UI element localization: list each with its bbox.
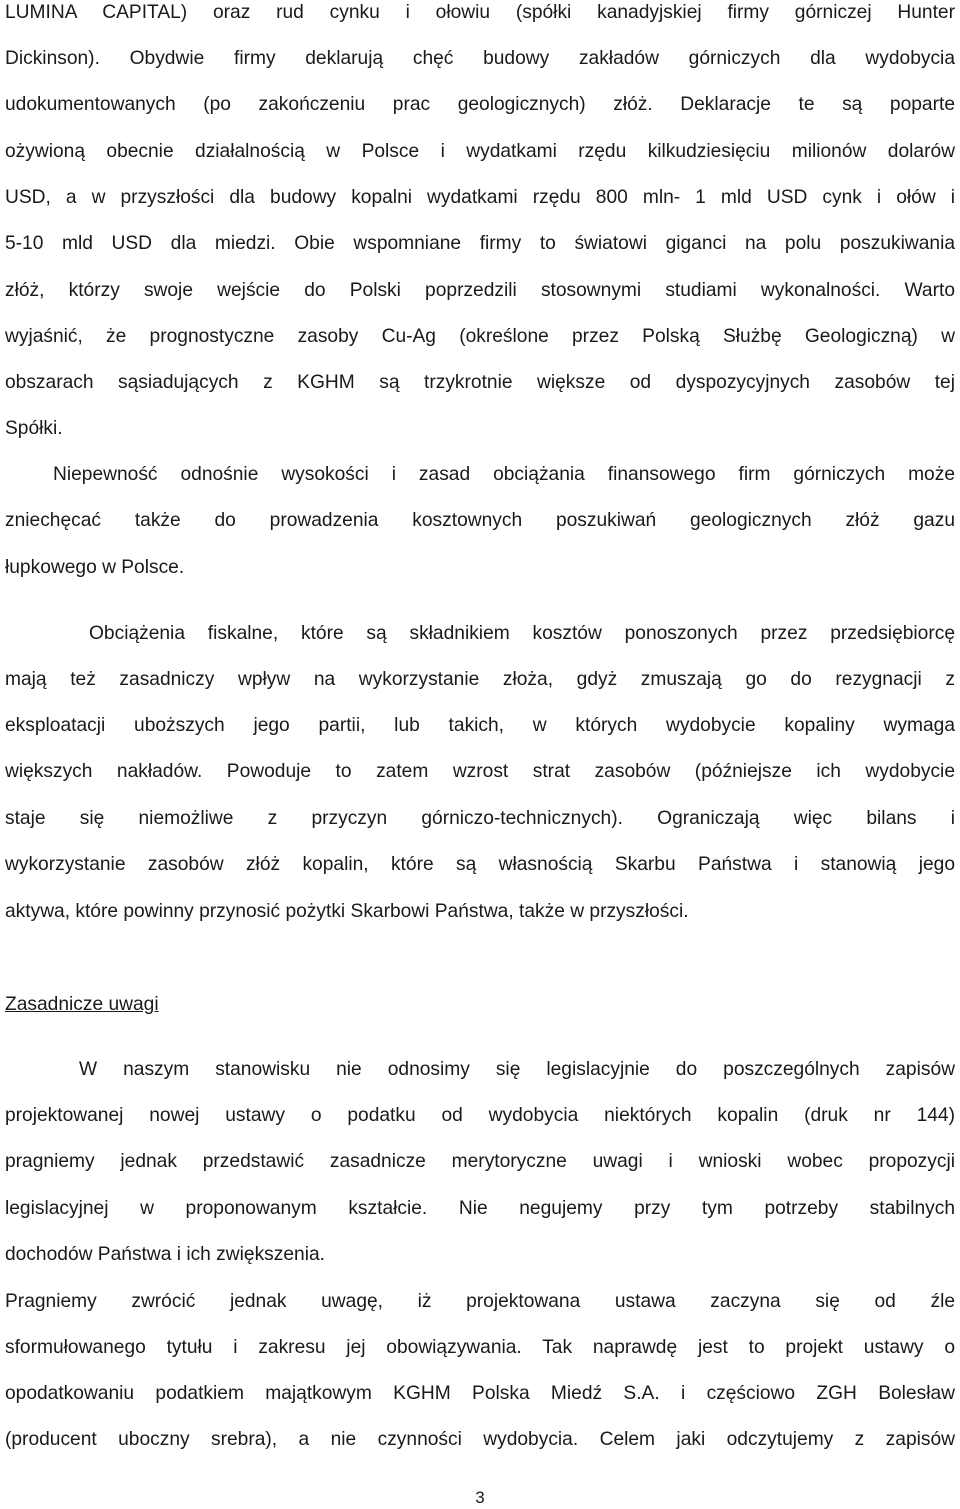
text-line: Obciążenia fiskalne, które są składnikiem kosztów ponoszonych przez przedsiębiorcę bbox=[89, 623, 955, 644]
section-heading: Zasadnicze uwagi bbox=[5, 994, 159, 1015]
text-line: opodatkowaniu podatkiem majątkowym KGHM Polska Miedź S.A. i częściowo ZGH Bolesław bbox=[5, 1383, 955, 1404]
text-line: większych nakładów. Powoduje to zatem wzrost strat zasobów (późniejsze ich wydobycie bbox=[5, 761, 955, 782]
text-line: wyjaśnić, że prognostyczne zasoby Cu-Ag (określone przez Polską Służbę Geologiczną) w bbox=[5, 326, 955, 347]
text-line: Pragniemy zwrócić jednak uwagę, iż projektowana ustawa zaczyna się od źle bbox=[5, 1291, 955, 1312]
text-line: złóż, którzy swoje wejście do Polski poprzedzili stosownymi studiami wykonalności. Warto bbox=[5, 280, 955, 301]
text-line: (producent uboczny srebra), a nie czynności wydobycia. Celem jaki odczytujemy z zapisów bbox=[5, 1429, 955, 1450]
text-line: 5-10 mld USD dla miedzi. Obie wspomniane firmy to światowi giganci na polu poszukiwania bbox=[5, 233, 955, 254]
text-line: LUMINA CAPITAL) oraz rud cynku i ołowiu (spółki kanadyjskiej firmy górniczej Hunter bbox=[5, 2, 955, 23]
text-line: aktywa, które powinny przynosić pożytki Skarbowi Państwa, także w przyszłości. bbox=[5, 901, 689, 922]
text-line: obszarach sąsiadujących z KGHM są trzykrotnie większe od dyspozycyjnych zasobów tej bbox=[5, 372, 955, 393]
text-line: projektowanej nowej ustawy o podatku od wydobycia niektórych kopalin (druk nr 144) bbox=[5, 1105, 955, 1126]
page-number: 3 bbox=[475, 1488, 485, 1507]
text-line: udokumentowanych (po zakończeniu prac geologicznych) złóż. Deklaracje te są poparte bbox=[5, 94, 955, 115]
text-line: Spółki. bbox=[5, 418, 63, 439]
text-line: dochodów Państwa i ich zwiększenia. bbox=[5, 1244, 325, 1265]
text-line: W naszym stanowisku nie odnosimy się legislacyjnie do poszczególnych zapisów bbox=[79, 1059, 955, 1080]
text-line: legislacyjnej w proponowanym kształcie. Nie negujemy przy tym potrzeby stabilnych bbox=[5, 1198, 955, 1219]
text-line: staje się niemożliwe z przyczyn górniczo-technicznych). Ograniczają więc bilans i bbox=[5, 808, 955, 829]
text-line: sformułowanego tytułu i zakresu jej obowiązywania. Tak naprawdę jest to projekt ustawy o bbox=[5, 1337, 955, 1358]
text-line: pragniemy jednak przedstawić zasadnicze merytoryczne uwagi i wnioski wobec propozycji bbox=[5, 1151, 955, 1172]
text-line: Niepewność odnośnie wysokości i zasad obciążania finansowego firm górniczych może bbox=[53, 464, 955, 485]
text-line: łupkowego w Polsce. bbox=[5, 557, 185, 578]
text-line: ożywioną obecnie działalnością w Polsce i wydatkami rzędu kilkudziesięciu milionów dolarów bbox=[5, 141, 955, 162]
text-line: wykorzystanie zasobów złóż kopalin, które są własnością Skarbu Państwa i stanowią jego bbox=[5, 854, 955, 875]
text-line: USD, a w przyszłości dla budowy kopalni wydatkami rzędu 800 mln- 1 mld USD cynk i ołów i bbox=[5, 187, 955, 208]
text-line: eksploatacji uboższych jego partii, lub takich, w których wydobycie kopaliny wymaga bbox=[5, 715, 955, 736]
text-line: Dickinson). Obydwie firmy deklarują chęć budowy zakładów górniczych dla wydobycia bbox=[5, 48, 955, 69]
text-line: zniechęcać także do prowadzenia kosztownych poszukiwań geologicznych złóż gazu bbox=[5, 510, 955, 531]
text-line: mają też zasadniczy wpływ na wykorzystanie złoża, gdyż zmuszają go do rezygnacji z bbox=[5, 669, 955, 690]
